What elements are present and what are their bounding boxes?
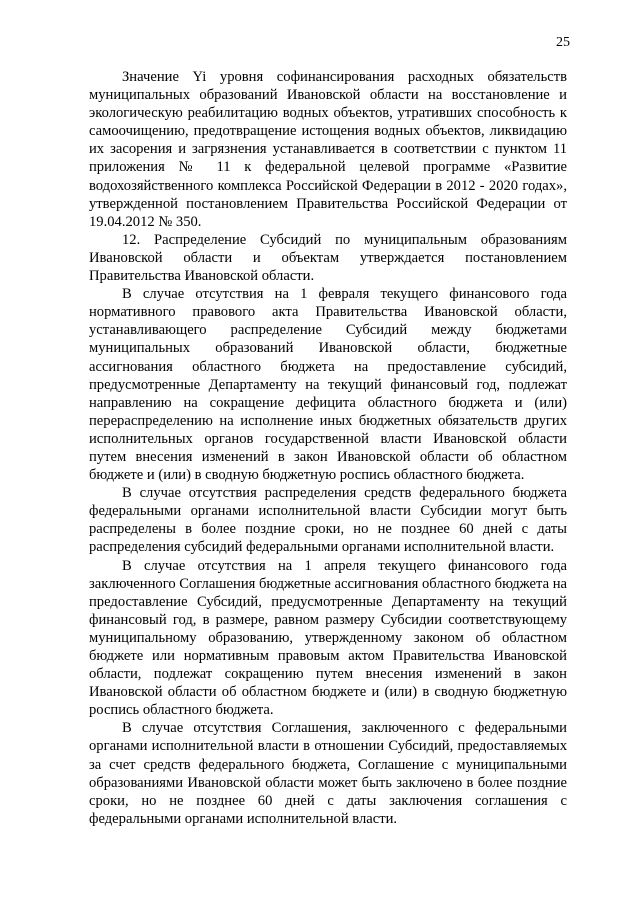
paragraph-no-federal-agreement: В случае отсутствия Соглашения, заключенного с федеральными органами исполнительной власти в отношении Субсидий, предоставляемых за счет средств федерального бюджета, Соглашение с муниципальными образованиями Ивановской области может быть заключено в более поздние сроки, но не позднее 60 дней с даты заключения соглашения с федеральными органами исполнительной власти. — [89, 720, 567, 827]
paragraph-distribution-approval: 12. Распределение Субсидий по муниципальным образованиям Ивановской области и объектам утверждается постановлением Правительства Ивановской области. — [89, 231, 567, 285]
paragraph-no-act-by-february: В случае отсутствия на 1 февраля текущего финансового года нормативного правового акта Правительства Ивановской области, устанавливающего распределение Субсидий между бюджетами муниципальных образований Ивановской области, бюджетные ассигнования областного бюджета на предоставление субсидий, предусмотренные Департаменту на текущий финансовый год, подлежат направлению на сокращение дефицита областного бюджета и (или) перераспределению на исполнение иных бюджетных обязательств других исполнительных органов государственной власти Ивановской области путем внесения изменений в закон Ивановской области об областном бюджете и (или) в сводную бюджетную роспись областного бюджета. — [89, 286, 567, 484]
paragraph-no-agreement-by-april: В случае отсутствия на 1 апреля текущего финансового года заключенного Соглашения бюджетные ассигнования областного бюджета на предоставление Субсидий, предусмотренные Департаменту на текущий финансовый год, в размере, равном размеру Субсидии соответствующему муниципальному образованию, утвержденному законом об областном бюджете или нормативным правовым актом Правительства Ивановской области, подлежат сокращению путем внесения изменений в закон Ивановской области об областном бюджете и (или) в сводную бюджетную роспись областного бюджета. — [89, 557, 567, 719]
paragraph-no-federal-distribution: В случае отсутствия распределения средств федерального бюджета федеральными органами исполнительной власти Субсидии могут быть распределены в более поздние сроки, но не позднее 60 дней с даты распределения субсидий федеральными органами исполнительной власти. — [89, 485, 567, 556]
page-number: 25 — [556, 35, 570, 50]
paragraph-cofinancing-level: Значение Yi уровня софинансирования расходных обязательств муниципальных образований Ивановской области на восстановление и экологическую реабилитацию водных объектов, утративших способность к самоочищению, предотвращение истощения водных объектов, ликвидацию их засорения и загрязнения устанавливается в соответствии с пунктом 11 приложения № 11 к федеральной целевой программе «Развитие водохозяйственного комплекса Российской Федерации в 2012 - 2020 годах», утвержденной постановлением Правительства Российской Федерации от 19.04.2012 № 350. — [89, 69, 567, 230]
document-body — [89, 68, 567, 828]
